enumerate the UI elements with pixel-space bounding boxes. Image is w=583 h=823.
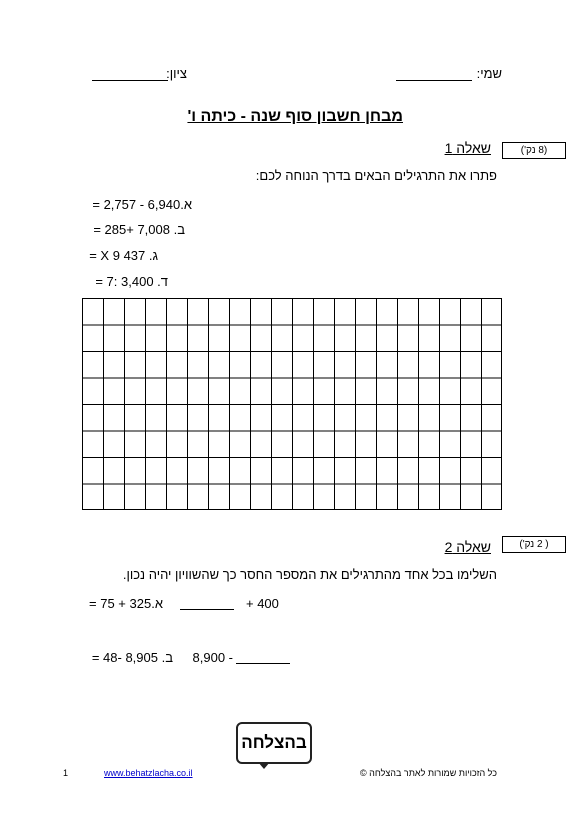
q2-points: ( 2 נק') [519, 539, 549, 550]
q1-points-box [502, 142, 566, 159]
q2-item-b-left: ב. 8,905 -48 = [91, 650, 173, 665]
logo [236, 722, 312, 764]
name-label: שמי: [476, 66, 502, 81]
q2-item-a-left: א.325 + 75 = [89, 596, 163, 611]
q1-item-c: ג. 437 X 9 = [89, 248, 158, 263]
q1-item-a: א.6,940 - 2,757 = [92, 197, 192, 212]
q2-points-box [502, 536, 566, 553]
answer-grid[interactable] [82, 298, 502, 510]
copyright: כל הזכויות שמורות לאתר בהצלחה © [360, 768, 497, 778]
q2-item-b-right: 8,900 - [192, 650, 233, 665]
q2-item-a-right: + 400 [246, 596, 279, 611]
q1-points: (8 נק') [520, 145, 548, 156]
page-title: מבחן חשבון סוף שנה - כיתה ו' [187, 108, 403, 125]
q1-label: שאלה 1 [444, 140, 491, 156]
grade-field[interactable] [92, 80, 168, 81]
q1-instruction: פתרו את התרגילים הבאים בדרך הנוחה לכם: [255, 168, 497, 183]
q2-label: שאלה 2 [444, 539, 491, 555]
q1-item-b: ב. 7,008 +285 = [93, 222, 185, 237]
page-number: 1 [63, 768, 69, 778]
logo-text: בהצלחה [241, 733, 307, 752]
q2-instruction: השלימו בכל אחד מהתרגילים את המספר החסר כך שהשוויון יהיה נכון. [122, 567, 497, 582]
q2-item-a-blank[interactable] [180, 609, 234, 610]
q2-item-b-blank[interactable] [236, 663, 290, 664]
logo-speech-tail [258, 762, 270, 769]
q1-item-d: ד. 3,400 :7 = [95, 274, 168, 289]
name-field[interactable] [396, 80, 472, 81]
site-link[interactable]: www.behatzlacha.co.il [104, 768, 193, 778]
grade-label: ציון: [166, 66, 187, 81]
